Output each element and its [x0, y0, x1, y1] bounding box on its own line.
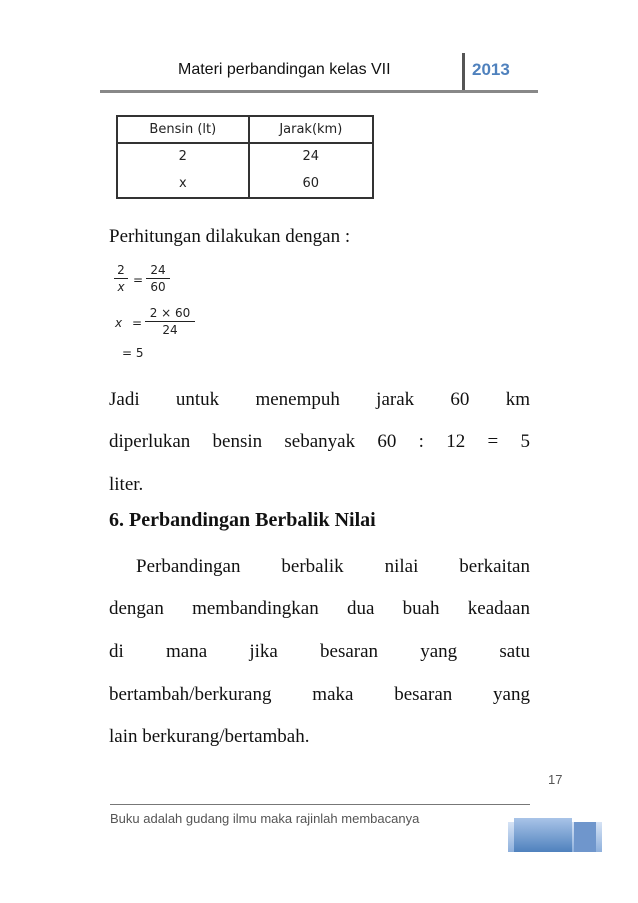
- fuel-distance-table: [116, 115, 374, 199]
- header-year: 2013: [472, 60, 510, 79]
- footer-text: Buku adalah gudang ilmu maka rajinlah membacanya: [110, 811, 420, 826]
- math-result: = 5: [122, 346, 144, 360]
- conclusion-line: Jadi untuk menempuh jarak 60 km: [109, 389, 530, 410]
- fraction-denominator: 24: [162, 323, 178, 337]
- header-title: Materi perbandingan kelas VII: [178, 61, 391, 78]
- column-header-distance: Jarak(km): [249, 116, 373, 143]
- fraction-2x60-over-24: [145, 306, 195, 337]
- table-row: [117, 170, 373, 198]
- body-line: Perbandingan berbalik nilai berkaitan: [136, 556, 530, 577]
- fraction-bar: [145, 321, 195, 322]
- table-cell: 24: [249, 143, 373, 171]
- section-heading: 6. Perbandingan Berbalik Nilai: [109, 509, 376, 531]
- column-header-fuel: Bensin (lt): [117, 116, 249, 143]
- fraction-denominator: x: [117, 280, 125, 294]
- fraction-denominator: 60: [150, 280, 166, 294]
- fraction-numerator: 24: [150, 263, 166, 277]
- table-cell: x: [117, 170, 249, 198]
- table-cell: 2: [117, 143, 249, 171]
- equals-sign: =: [132, 316, 143, 330]
- fraction-bar: [114, 278, 128, 279]
- body-line: lain berkurang/bertambah.: [109, 726, 310, 747]
- body-line: bertambah/berkurang maka besaran yang: [109, 684, 530, 705]
- conclusion-line: diperlukan bensin sebanyak 60 : 12 = 5: [109, 431, 530, 452]
- page-number: 17: [548, 772, 563, 787]
- table-row: [117, 143, 373, 171]
- fraction-numerator: 2: [117, 263, 125, 277]
- intro-text: Perhitungan dilakukan dengan :: [109, 226, 351, 247]
- body-line: di mana jika besaran yang satu: [109, 641, 530, 662]
- fraction-24-over-60: [146, 263, 170, 294]
- fraction-numerator: 2 × 60: [149, 306, 191, 320]
- body-line: dengan membandingkan dua buah keadaan: [109, 598, 530, 619]
- fraction-bar: [146, 278, 170, 279]
- table-header-row: [117, 116, 373, 143]
- footer-decoration-icon: [508, 818, 602, 852]
- variable-x: x: [115, 316, 123, 330]
- table-cell: 60: [249, 170, 373, 198]
- header-separator: [462, 53, 465, 93]
- conclusion-line: liter.: [109, 474, 144, 495]
- footer-rule: [110, 804, 530, 805]
- header-rule: [100, 90, 538, 93]
- equals-sign: =: [133, 273, 144, 287]
- fraction-2-over-x: [114, 263, 128, 294]
